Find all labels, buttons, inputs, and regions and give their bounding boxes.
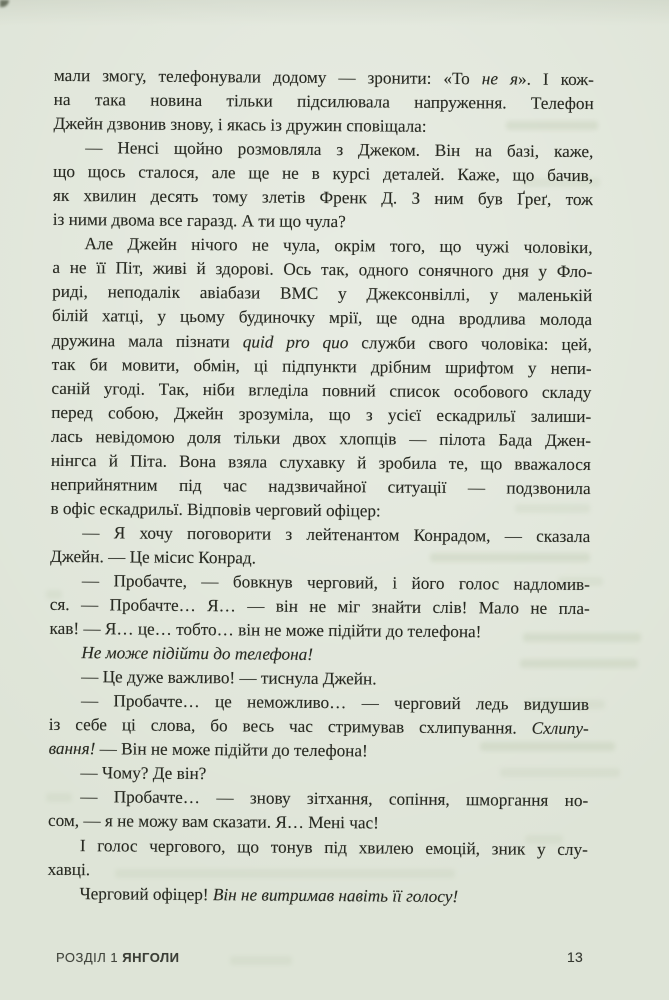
text-run: саній угоді. Так, ніби вгледіла повний список особового складу — [51, 378, 592, 402]
text-run: — Пробачте… це неможливо… — черговий ледь видушив — [80, 691, 590, 715]
text-run: — Пробачте, — бовкнув черговий, і його голос надломив- — [81, 571, 591, 595]
text-run: перед собою, Джейн зрозуміла, що з усієї ескадрильї залиши- — [51, 402, 592, 426]
text-run: як хвилин десять тому злетів Френк Д. З ним був Ґреґ, тож — [52, 186, 594, 210]
text-run: риді, неподалік авіабази ВМС у Джексонвіллі, у маленькій — [52, 282, 593, 306]
text-run: — Він не може підійти до телефона! — [95, 739, 368, 761]
text-run: мали змогу, телефонували додому — зронити: «То — [53, 65, 482, 89]
text-run: із ними двома все гаразд. А ти що чула? — [52, 210, 346, 232]
body-line — [52, 328, 592, 356]
text-run: Черговий офіцер! — [79, 883, 213, 904]
text-run: І голос чергового, що тонув під хвилею емоцій, зник у слу- — [79, 835, 588, 859]
text-run: нінгса й Піта. Вона взяла слухавку й зробила те, що вважалося — [50, 450, 591, 474]
text-run: Але Джейн нічого не чула, окрім того, що чужі чоловіки, — [84, 234, 593, 258]
text-run: сом, — я не можу вам сказати. Я… Мені час! — [47, 811, 379, 833]
body-line — [47, 881, 587, 909]
text-run: білій хатці, у цьому будиночку мрії, ще одна вродлива молода — [51, 306, 593, 330]
text-run-italic: quid pro quo — [242, 331, 349, 352]
footer-chapter — [56, 950, 179, 965]
text-run: — Чому? Де він? — [80, 763, 207, 784]
text-run: неприйнятним під час надзвичайної ситуації — подзвонила — [50, 474, 591, 498]
text-run-italic: Він не витримав навіть її голосу! — [212, 884, 459, 906]
text-run: ». І кож- — [517, 69, 594, 90]
text-run: в офіс ескадрильї. Відповів черговий офіцер: — [50, 498, 381, 521]
chapter-title: ЯНГОЛИ — [122, 950, 180, 965]
text-run: із себе ці слова, бо весь час стримував схлипування. — [48, 715, 532, 738]
text-run: а не її Піт, живі й здорові. Ось так, одного сонячного дня у Фло- — [52, 258, 593, 282]
chapter-label: РОЗДІЛ 1 — [56, 950, 119, 965]
text-run: хавці. — [47, 859, 91, 879]
body-line — [48, 833, 588, 861]
page-number: 13 — [567, 949, 583, 965]
text-block — [47, 64, 594, 910]
text-run: — Це дуже важливо! — тиснула Джейн. — [81, 667, 377, 689]
photo-corner-speck — [0, 0, 9, 7]
body-line — [52, 304, 592, 332]
text-run: ся. — Пробачте… Я… — він не міг знайти слів! Мало не пла- — [49, 594, 590, 619]
text-run-italic: не я — [481, 69, 519, 89]
text-run: Джейн. — Це місис Конрад. — [50, 546, 257, 568]
text-run: лась невідомою доля тільки двох хлопців — пілота Бада Джен- — [51, 426, 592, 450]
text-run: — Пробачте… — знову зітхання, сопіння, шморгання но- — [80, 787, 589, 811]
text-run-italic: Не може підійти до телефона! — [81, 643, 314, 665]
body-line — [48, 809, 588, 837]
text-run: що щось сталося, але ще не в курсі деталей. Каже, що бачив, — [53, 162, 594, 186]
body-line — [52, 352, 592, 380]
text-run: — Ненсі щойно розмовляла з Джеком. Він на базі, каже, — [85, 138, 594, 162]
text-run: дружина мала пізнати — [51, 330, 243, 351]
running-footer — [56, 949, 583, 965]
text-run: — Я хочу поговорити з лейтенантом Конрадом, — сказала — [82, 523, 591, 546]
text-run: служби свого чоловіка: цей, — [348, 332, 592, 354]
text-run: так би мовити, обмін, ці підпункти дрібним шрифтом у непи- — [51, 354, 592, 378]
text-run: Джейн дзвонив знову, і якась із дружин сповіщала: — [53, 113, 427, 136]
text-run-italic: Схлипу- — [531, 718, 589, 739]
text-run: кав! — Я… це… тобто… він не може підійти до телефона! — [49, 618, 482, 642]
text-run-italic: вання! — [48, 739, 96, 759]
text-run: на така новина тільки підсилювала напруження. Телефон — [53, 89, 594, 114]
